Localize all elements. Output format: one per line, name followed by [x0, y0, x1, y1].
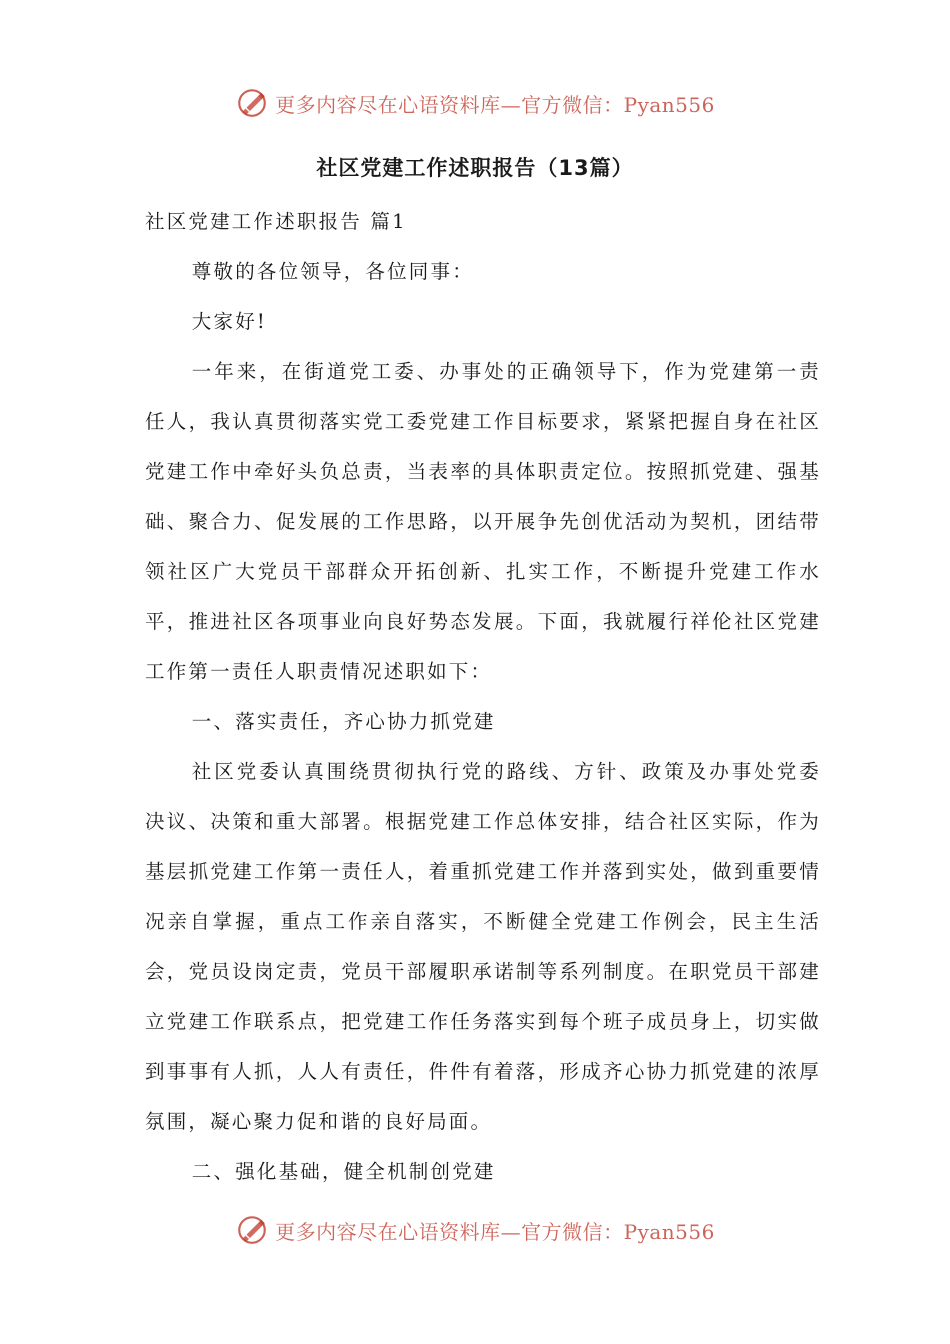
section-subtitle: 社区党建工作述职报告 篇1 [145, 210, 407, 233]
pen-logo-icon [235, 1213, 269, 1247]
paragraph-intro: 一年来，在街道党工委、办事处的正确领导下，作为党建第一责任人，我认真贯彻落实党工委党建工作目标要求，紧紧把握自身在社区党建工作中牵好头负总责，当表率的具体职责定位。按照抓党建、强基础、聚合力、促发展的工作思路，以开展争先创优活动为契机，团结带领社区广大党员干部群众开拓创新、扎实工作，不断提升党建工作水平，推进社区各项事业向良好势态发展。下面，我就履行祥伦社区党建工作第一责任人职责情况述职如下： [145, 360, 821, 683]
pen-logo-icon [235, 86, 269, 120]
greeting: 大家好! [191, 310, 267, 333]
watermark-footer [0, 1210, 950, 1250]
document-body [145, 197, 821, 1197]
watermark-header [0, 83, 950, 123]
paragraph-section-1: 社区党委认真围绕贯彻执行党的路线、方针、政策及办事处党委决议、决策和重大部署。根据党建工作总体安排，结合社区实际，作为基层抓党建工作第一责任人，着重抓党建工作并落到实处，做到重要情况亲自掌握，重点工作亲自落实，不断健全党建工作例会，民主生活会，党员设岗定责，党员干部履职承诺制等系列制度。在职党员干部建立党建工作联系点，把党建工作任务落实到每个班子成员身上，切实做到事事有人抓，人人有责任，件件有着落，形成齐心协力抓党建的浓厚氛围，凝心聚力促和谐的良好局面。 [145, 760, 821, 1133]
document-title: 社区党建工作述职报告（13篇） [316, 156, 634, 180]
section-heading-1: 一、落实责任，齐心协力抓党建 [191, 710, 496, 733]
watermark-text: 更多内容尽在心语资料库—官方微信：Pyan556 [275, 1219, 715, 1244]
section-heading-2: 二、强化基础，健全机制创党建 [191, 1160, 496, 1183]
watermark-text: 更多内容尽在心语资料库—官方微信：Pyan556 [275, 92, 715, 117]
salutation: 尊敬的各位领导，各位同事： [191, 260, 474, 283]
